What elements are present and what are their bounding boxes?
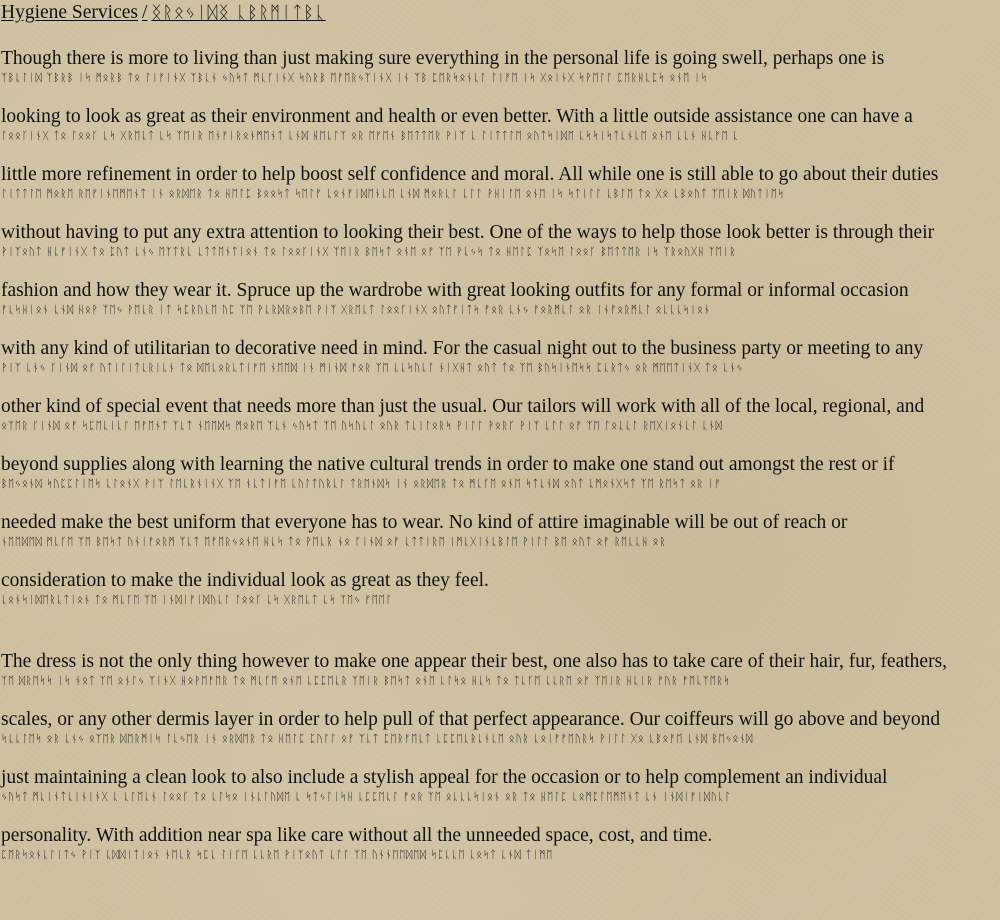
paragraph-1-line-4: without having to put any extra attention to looking their best. One of the ways to help those look better is through their xyxy=(1,222,935,243)
paragraph-1-script-1: ᛉᛒᚳᛚᛁᛞ ᛉᛒᚱᛒ ᛁᛋ ᛗᛟᚱᛒ ᛏᛟ ᛚᛁᚠᛁᚾᚷ ᛉᛒᚳᚾ ᛃᚢᛋᛏ ᛗᚳᚴᛁᚾᚷ ᛋᚢᚱᛒ ᛖᚠᛖᚱᛃᛉᛁᚾᚷ ᛁᚾ ᛉᛒ ᛈᛖᚱᛋᛟᚾᚳᛚ ᛚᛁᚠᛖ ᛁᛋ ᚷᛟᛁᚾᚷ ᛋᚹᛖᛚᛚ ᛈᛖᚱᚺᚳᛈᛋ ᛟᚾᛖ ᛁᛋ xyxy=(1,72,708,84)
paragraph-1-line-5: fashion and how they wear it. Spruce up the wardrobe with great looking outfits for any formal or informal occasion xyxy=(1,280,909,301)
paragraph-2-line-3: just maintaining a clean look to also include a stylish appeal for the occasion or to help complement an individual xyxy=(1,767,888,788)
paragraph-2-script-3: ᛃᚢᛋᛏ ᛗᚳᛁᚾᛏᚳᛁᚾᛁᚾᚷ ᚳ ᚳᛚᛖᚳᚾ ᛚᛟᛟᚴ ᛏᛟ ᚳᛚᛋᛟ ᛁᚾᚳᛚᚢᛞᛖ ᚳ ᛋᛏᛃᛚᛁᛋᚺ ᚳᛈᛈᛖᚳᛚ ᚠᛟᚱ ᛉᛖ ᛟᚳᚳᚳᛋᛁᛟᚾ ᛟᚱ ᛏᛟ ᚺᛖᛚᛈ ᚳᛟᛗᛈᛚᛖᛗᛖᚾᛏ ᚳᚾ ᛁᚾᛞᛁᚠᛁᛞᚢᚳᛚ xyxy=(1,791,732,803)
heading-script-title: ᛝᚱᛟᛃᛁᛞᛝ ᚳᛒᚱᛗᛁᛏᛒᚳ xyxy=(151,3,326,23)
paragraph-2-script-4: ᛈᛖᚱᛋᛟᚾᚳᛚᛁᛏᛃ ᚹᛁᛉ ᚳᛞᛞᛁᛏᛁᛟᚾ ᚾᛖᚳᚱ ᛋᛈᚳ ᛚᛁᚴᛖ ᚳᚳᚱᛖ ᚹᛁᛉᛟᚢᛏ ᚳᛚᛚ ᛉᛖ ᚢᚾᚾᛖᛖᛞᛖᛞ ᛋᛈᚳᚳᛖ ᚳᛟᛋᛏ ᚳᚾᛞ ᛏᛁᛗᛖ xyxy=(1,849,553,861)
paragraph-2-line-4: personality. With addition near spa like care without all the unneeded space, cost, and time. xyxy=(1,825,713,846)
paragraph-1-line-6: with any kind of utilitarian to decorative need in mind. For the casual night out to the business party or meeting to any xyxy=(1,338,924,359)
paragraph-2-script-2: ᛋᚳᚳᛚᛖᛋ ᛟᚱ ᚳᚾᛃ ᛟᛉᛖᚱ ᛞᛖᚱᛗᛁᛋ ᛚᚳᛃᛖᚱ ᛁᚾ ᛟᚱᛞᛖᚱ ᛏᛟ ᚺᛖᛚᛈ ᛈᚢᛚᛚ ᛟᚠ ᛉᚳᛏ ᛈᛖᚱᚠᛖᚳᛏ ᚳᛈᛈᛖᚳᚱᚳᚾᚳᛖ ᛟᚢᚱ ᚳᛟᛁᚠᚠᛖᚢᚱᛋ ᚹᛁᛚᛚ ᚷᛟ ᚳᛒᛟᚠᛖ ᚳᚾᛞ ᛒᛖᛃᛟᚾᛞ xyxy=(1,733,753,745)
paragraph-1-line-7: other kind of special event that needs more than just the usual. Our tailors will work with all of the local, regional, and xyxy=(1,396,925,417)
paragraph-1-line-3: little more refinement in order to help boost self confidence and moral. All while one is still able to go about their duties xyxy=(1,164,939,185)
paragraph-1-line-8: beyond supplies along with learning the native cultural trends in order to make one stand out amongst the rest or if xyxy=(1,454,895,475)
paragraph-1-script-6: ᚹᛁᛉ ᚳᚾᛃ ᚴᛁᚾᛞ ᛟᚠ ᚢᛏᛁᛚᛁᛏᚳᚱᛁᚳᚾ ᛏᛟ ᛞᛖᚳᛟᚱᚳᛏᛁᚠᛖ ᚾᛖᛖᛞ ᛁᚾ ᛗᛁᚾᛞ ᚠᛟᚱ ᛉᛖ ᚳᚳᛋᚢᚳᛚ ᚾᛁᚷᚺᛏ ᛟᚢᛏ ᛏᛟ ᛉᛖ ᛒᚢᛋᛁᚾᛖᛋᛋ ᛈᚳᚱᛏᛃ ᛟᚱ ᛗᛖᛖᛏᛁᚾᚷ ᛏᛟ ᚳᚾᛃ xyxy=(1,362,744,374)
paragraph-1-line-10: consideration to make the individual look as great as they feel. xyxy=(1,570,489,591)
paragraph-1-script-3: ᛚᛁᛏᛏᛚᛖ ᛗᛟᚱᛖ ᚱᛖᚠᛁᚾᛖᛗᛖᚾᛏ ᛁᚾ ᛟᚱᛞᛖᚱ ᛏᛟ ᚺᛖᛚᛈ ᛒᛟᛟᛋᛏ ᛋᛖᛚᚠ ᚳᛟᚾᚠᛁᛞᛖᚾᚳᛖ ᚳᚾᛞ ᛗᛟᚱᚳᛚ ᚳᛚᛚ ᚹᚺᛁᛚᛖ ᛟᚾᛖ ᛁᛋ ᛋᛏᛁᛚᛚ ᚳᛒᛚᛖ ᛏᛟ ᚷᛟ ᚳᛒᛟᚢᛏ ᛉᛖᛁᚱ ᛞᚢᛏᛁᛖᛋ xyxy=(1,188,785,200)
paragraph-1-script-7: ᛟᛉᛖᚱ ᚴᛁᚾᛞ ᛟᚠ ᛋᛈᛖᚳᛁᚳᛚ ᛖᚠᛖᚾᛏ ᛉᚳᛏ ᚾᛖᛖᛞᛋ ᛗᛟᚱᛖ ᛉᚳᚾ ᛃᚢᛋᛏ ᛉᛖ ᚢᛋᚢᚳᛚ ᛟᚢᚱ ᛏᚳᛁᛚᛟᚱᛋ ᚹᛁᛚᛚ ᚹᛟᚱᚴ ᚹᛁᛉ ᚳᛚᛚ ᛟᚠ ᛉᛖ ᛚᛟᚳᚳᛚ ᚱᛖᚷᛁᛟᚾᚳᛚ ᚳᚾᛞ xyxy=(1,420,723,432)
paragraph-2-line-2: scales, or any other dermis layer in order to help pull of that perfect appearance. Our coiffeurs will go above and beyond xyxy=(1,709,941,730)
paragraph-1-script-5: ᚠᚳᛋᚺᛁᛟᚾ ᚳᚾᛞ ᚺᛟᚹ ᛉᛖᛃ ᚹᛖᚳᚱ ᛁᛏ ᛋᛈᚱᚢᚳᛖ ᚢᛈ ᛉᛖ ᚹᚳᚱᛞᚱᛟᛒᛖ ᚹᛁᛉ ᚷᚱᛖᚳᛏ ᛚᛟᛟᚴᛁᚾᚷ ᛟᚢᛏᚠᛁᛏᛋ ᚠᛟᚱ ᚳᚾᛃ ᚠᛟᚱᛗᚳᛚ ᛟᚱ ᛁᚾᚠᛟᚱᛗᚳᛚ ᛟᚳᚳᚳᛋᛁᛟᚾ xyxy=(1,304,711,316)
paragraph-1-script-10: ᚳᛟᚾᛋᛁᛞᛖᚱᚳᛏᛁᛟᚾ ᛏᛟ ᛗᚳᚴᛖ ᛉᛖ ᛁᚾᛞᛁᚠᛁᛞᚢᚳᛚ ᛚᛟᛟᚴ ᚳᛋ ᚷᚱᛖᚳᛏ ᚳᛋ ᛉᛖᛃ ᚠᛖᛖᛚ xyxy=(1,594,393,606)
paragraph-1-script-9: ᚾᛖᛖᛞᛖᛞ ᛗᚳᚴᛖ ᛉᛖ ᛒᛖᛋᛏ ᚢᚾᛁᚠᛟᚱᛗ ᛉᚳᛏ ᛖᚠᛖᚱᛃᛟᚾᛖ ᚺᚳᛋ ᛏᛟ ᚹᛖᚳᚱ ᚾᛟ ᚴᛁᚾᛞ ᛟᚠ ᚳᛏᛏᛁᚱᛖ ᛁᛗᚳᚷᛁᚾᚳᛒᛚᛖ ᚹᛁᛚᛚ ᛒᛖ ᛟᚢᛏ ᛟᚠ ᚱᛖᚳᚳᚺ ᛟᚱ xyxy=(1,536,667,548)
paragraph-2-script-1: ᛉᛖ ᛞᚱᛖᛋᛋ ᛁᛋ ᚾᛟᛏ ᛉᛖ ᛟᚾᛚᛃ ᛉᛁᚾᚷ ᚺᛟᚹᛖᚠᛖᚱ ᛏᛟ ᛗᚳᚴᛖ ᛟᚾᛖ ᚳᛈᛈᛖᚳᚱ ᛉᛖᛁᚱ ᛒᛖᛋᛏ ᛟᚾᛖ ᚳᛚᛋᛟ ᚺᚳᛋ ᛏᛟ ᛏᚳᚴᛖ ᚳᚳᚱᛖ ᛟᚠ ᛉᛖᛁᚱ ᚺᚳᛁᚱ ᚠᚢᚱ ᚠᛖᚳᛉᛖᚱᛋ xyxy=(1,675,731,687)
paragraph-1-line-2: looking to look as great as their environment and health or even better. With a little outside assistance one can have a xyxy=(1,106,913,127)
heading-title: Hygiene Services xyxy=(1,2,138,23)
page-heading xyxy=(1,2,326,24)
paragraph-1-line-9: needed make the best uniform that everyone has to wear. No kind of attire imaginable will be out of reach or xyxy=(1,512,848,533)
paragraph-1-script-8: ᛒᛖᛃᛟᚾᛞ ᛋᚢᛈᛈᛚᛁᛖᛋ ᚳᛚᛟᚾᚷ ᚹᛁᛉ ᛚᛖᚳᚱᚾᛁᚾᚷ ᛉᛖ ᚾᚳᛏᛁᚠᛖ ᚳᚢᛚᛏᚢᚱᚳᛚ ᛏᚱᛖᚾᛞᛋ ᛁᚾ ᛟᚱᛞᛖᚱ ᛏᛟ ᛗᚳᚴᛖ ᛟᚾᛖ ᛋᛏᚳᚾᛞ ᛟᚢᛏ ᚳᛗᛟᚾᚷᛋᛏ ᛉᛖ ᚱᛖᛋᛏ ᛟᚱ ᛁᚠ xyxy=(1,478,722,490)
paragraph-1-script-4: ᚹᛁᛉᛟᚢᛏ ᚺᚳᚠᛁᚾᚷ ᛏᛟ ᛈᚢᛏ ᚳᚾᛃ ᛖᛉᛏᚱᚳ ᚳᛏᛏᛖᚾᛏᛁᛟᚾ ᛏᛟ ᛚᛟᛟᚴᛁᚾᚷ ᛉᛖᛁᚱ ᛒᛖᛋᛏ ᛟᚾᛖ ᛟᚠ ᛉᛖ ᚹᚳᛃᛋ ᛏᛟ ᚺᛖᛚᛈ ᛉᛟᛋᛖ ᛚᛟᛟᚴ ᛒᛖᛏᛏᛖᚱ ᛁᛋ ᛉᚱᛟᚢᚷᚺ ᛉᛖᛁᚱ xyxy=(1,246,737,258)
heading-separator: / xyxy=(142,2,148,23)
paragraph-1-script-2: ᛚᛟᛟᚴᛁᚾᚷ ᛏᛟ ᛚᛟᛟᚴ ᚳᛋ ᚷᚱᛖᚳᛏ ᚳᛋ ᛉᛖᛁᚱ ᛖᚾᚠᛁᚱᛟᚾᛗᛖᚾᛏ ᚳᚾᛞ ᚺᛖᚳᛚᛉ ᛟᚱ ᛖᚠᛖᚾ ᛒᛖᛏᛏᛖᚱ ᚹᛁᛉ ᚳ ᛚᛁᛏᛏᛚᛖ ᛟᚢᛏᛋᛁᛞᛖ ᚳᛋᛋᛁᛋᛏᚳᚾᚳᛖ ᛟᚾᛖ ᚳᚳᚾ ᚺᚳᚠᛖ ᚳ xyxy=(1,130,740,142)
paragraph-2-line-1: The dress is not the only thing however to make one appear their best, one also has to take care of their hair, fur, feathers, xyxy=(1,651,948,672)
paragraph-1-line-1: Though there is more to living than just making sure everything in the personal life is going swell, perhaps one is xyxy=(1,48,885,69)
